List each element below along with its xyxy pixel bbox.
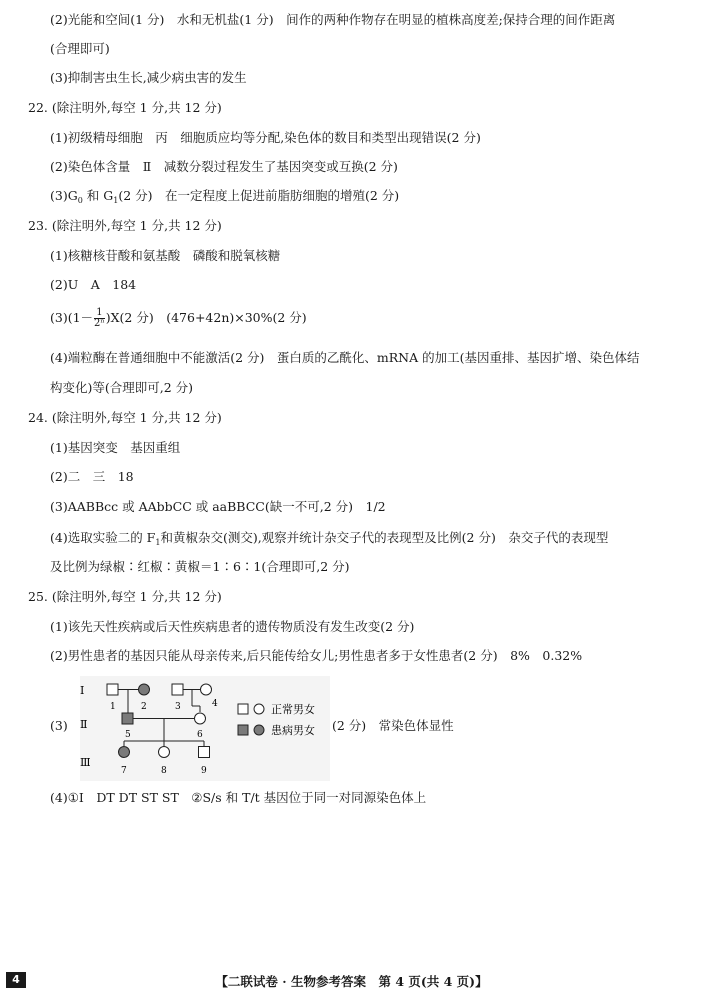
legend-normal-male-icon (238, 704, 248, 714)
text-run: )X(2 分) (476+42n)×30%(2 分) (105, 310, 307, 325)
page-number-badge: 4 (6, 972, 26, 988)
fraction (94, 308, 105, 329)
legend-normal-female-icon (254, 704, 264, 714)
answer-line: (2)男性患者的基因只能从母亲传来,后只能传给女儿;男性患者多于女性患者(2 分) 8% 0.32% (50, 648, 583, 663)
individual-4-normal-female (201, 684, 212, 695)
individual-number: 2 (141, 702, 147, 712)
question-heading-22: 22. (除注明外,每空 1 分,共 12 分) (28, 100, 222, 115)
answer-line: (3)AABBcc 或 AAbbCC 或 aaBBCC(缺一不可,2 分) 1/2 (50, 499, 386, 514)
subscript: 1 (113, 196, 119, 205)
individual-number: 9 (201, 766, 207, 776)
individual-2-affected-female (139, 684, 150, 695)
answer-line: (3)抑制害虫生长,减少病虫害的发生 (50, 70, 247, 85)
individual-8-normal-female (159, 747, 170, 758)
individual-9-normal-male (199, 747, 210, 758)
answer-line: (1)核糖核苷酸和氨基酸 磷酸和脱氧核糖 (50, 248, 281, 263)
generation-label-3: Ⅲ (80, 756, 91, 769)
question-heading-23: 23. (除注明外,每空 1 分,共 12 分) (28, 218, 222, 233)
text-run: (3)G (50, 188, 78, 203)
footer-title: 【二联试卷 · 生物参考答案 第 4 页(共 4 页)】 (215, 974, 488, 989)
text-run: 和黄椒杂交(测交),观察并统计杂交子代的表现型及比例(2 分) 杂交子代的表现型 (160, 530, 609, 545)
individual-7-affected-female (119, 747, 130, 758)
individual-number: 3 (175, 702, 181, 712)
individual-6-normal-female (195, 713, 206, 724)
question-heading-25: 25. (除注明外,每空 1 分,共 12 分) (28, 589, 222, 604)
individual-number: 7 (121, 766, 127, 776)
answer-line: (2 分) 常染色体显性 (332, 718, 454, 733)
individual-number: 8 (161, 766, 167, 776)
question-heading-24: 24. (除注明外,每空 1 分,共 12 分) (28, 410, 222, 425)
fraction-denominator: 2ⁿ (94, 318, 105, 329)
generation-label-2: Ⅱ (80, 718, 88, 731)
answer-line: (4)端粒酶在普通细胞中不能激活(2 分) 蛋白质的乙酰化、mRNA 的加工(基因重排、基因扩增、染色体结 (50, 350, 640, 365)
answer-line: (2)光能和空间(1 分) 水和无机盐(1 分) 间作的两种作物存在明显的植株高度差;保持合理的间作距离 (50, 12, 616, 27)
legend-affected-label: 患病男女 (271, 724, 315, 737)
subscript: 1 (155, 538, 161, 547)
answer-line: (2)二 三 18 (50, 469, 134, 484)
individual-3-normal-male (172, 684, 183, 695)
text-run: (2 分) 在一定程度上促进前脂肪细胞的增殖(2 分) (118, 188, 400, 203)
answer-line: (1)基因突变 基因重组 (50, 440, 181, 455)
answer-line: 构变化)等(合理即可,2 分) (50, 380, 194, 395)
answer-line: (合理即可) (50, 41, 110, 56)
text-run: (3)(1－ (50, 310, 94, 325)
individual-number: 1 (110, 702, 116, 712)
page-footer (0, 970, 703, 992)
answer-line (50, 188, 399, 206)
individual-number: 5 (125, 730, 131, 740)
generation-label-1: Ⅰ (80, 684, 85, 697)
answer-line: (4)①I DT DT ST ST ②S/s 和 T/t 基因位于同一对同源染色体上 (50, 790, 427, 805)
answer-line: (1)初级精母细胞 丙 细胞质应均等分配,染色体的数目和类型出现错误(2 分) (50, 130, 481, 145)
answer-line: (2)染色体含量 Ⅱ 减数分裂过程发生了基因突变或互换(2 分) (50, 159, 398, 174)
answer-line: 及比例为绿椒∶红椒∶黄椒＝1∶6∶1(合理即可,2 分) (50, 559, 350, 574)
answer-line (50, 308, 307, 329)
answer-label: (3) (50, 718, 68, 733)
answer-line: (2)U A 184 (50, 277, 137, 292)
text-run: 和 G (82, 188, 114, 203)
answer-line: (1)该先天性疾病或后天性疾病患者的遗传物质没有发生改变(2 分) (50, 619, 415, 634)
text-run: (4)选取实验二的 F (50, 530, 156, 545)
individual-number: 6 (197, 730, 203, 740)
individual-1-normal-male (107, 684, 118, 695)
individual-5-affected-male (122, 713, 133, 724)
subscript: 0 (77, 196, 83, 205)
answer-line (50, 530, 608, 548)
legend-affected-male-icon (238, 725, 248, 735)
fraction-numerator: 1 (94, 308, 105, 319)
individual-number: 4 (212, 699, 218, 709)
pedigree-diagram (80, 676, 330, 781)
legend-affected-female-icon (254, 725, 264, 735)
legend-normal-label: 正常男女 (271, 703, 315, 716)
